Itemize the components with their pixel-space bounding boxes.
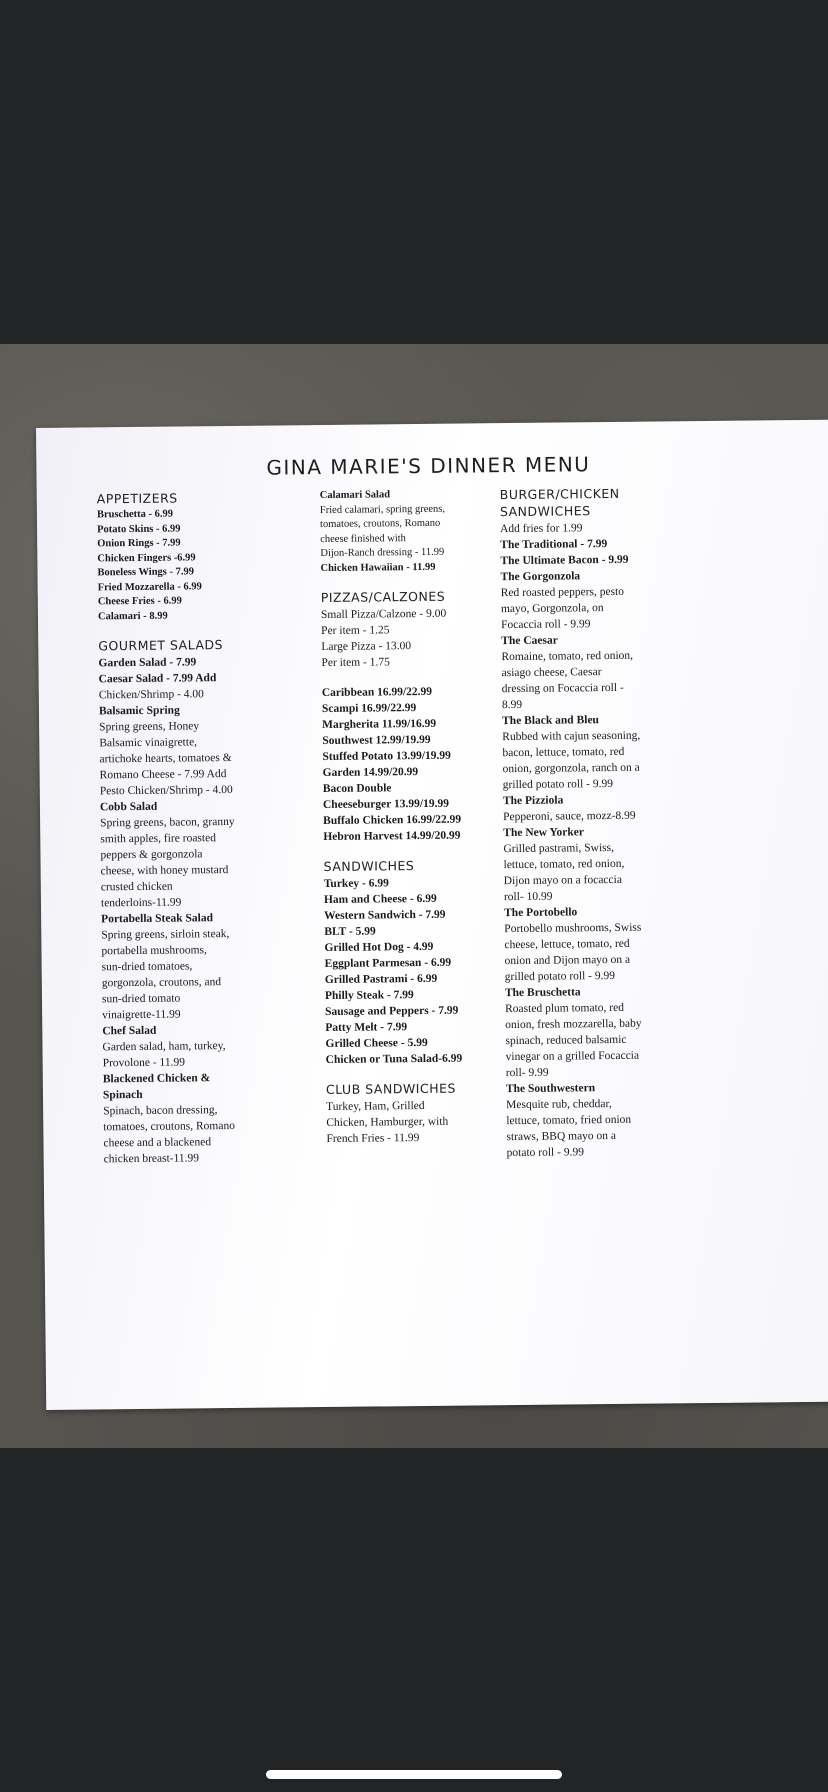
menu-line: Focaccia roll - 9.99 — [501, 618, 591, 632]
menu-line: Mesquite rub, cheddar, — [506, 1098, 612, 1112]
menu-line: Red roasted peppers, pesto — [500, 585, 625, 600]
menu-line: peppers & gorgonzola — [100, 848, 203, 862]
menu-line: cheese, with honey mustard — [100, 864, 229, 878]
menu-line: Portabella Steak Salad — [101, 912, 214, 926]
menu-line: bacon, lettuce, tomato, red — [502, 745, 625, 760]
menu-line: The Traditional - 7.99 — [500, 538, 608, 552]
menu-line: potato roll - 9.99 — [506, 1146, 584, 1160]
menu-line: Turkey, Ham, Grilled — [326, 1099, 425, 1113]
menu-line: grilled potato roll - 9.99 — [504, 969, 616, 984]
menu-line: smith apples, fire roasted — [100, 832, 216, 846]
menu-line: Pepperoni, sauce, mozz-8.99 — [503, 809, 636, 824]
section-heading-burgers-2: SANDWICHES — [499, 503, 591, 520]
pizza-specialties-list — [322, 683, 514, 845]
sandwiches-list — [324, 874, 516, 1068]
menu-photo — [0, 344, 828, 1448]
menu-line: vinegar on a grilled Focaccia — [505, 1049, 640, 1064]
menu-line: Garden 14.99/20.99 — [322, 766, 419, 780]
menu-line: Per item - 1.25 — [321, 624, 390, 638]
menu-line: Chef Salad — [102, 1024, 157, 1038]
menu-line: Bacon Double — [322, 782, 392, 796]
menu-line: Chicken or Tuna Salad-6.99 — [325, 1052, 463, 1067]
menu-line: Ham and Cheese - 6.99 — [323, 892, 437, 907]
menu-line: sun-dried tomatoes, — [101, 960, 193, 974]
section-heading-pizzas: PIZZAS/CALZONES — [320, 588, 446, 606]
menu-line: Caesar Salad - 7.99 Add — [98, 672, 217, 686]
menu-title: GINA MARIE'S DINNER MENU — [266, 452, 591, 480]
menu-line: Turkey - 6.99 — [323, 877, 389, 891]
column-appetizers-salads — [97, 489, 304, 1167]
menu-line: Small Pizza/Calzone - 9.00 — [320, 607, 447, 622]
menu-line: Add fries for 1.99 — [500, 522, 583, 536]
menu-line: tomatoes, croutons, Romano — [103, 1119, 235, 1134]
menu-line: tenderloins-11.99 — [100, 896, 182, 910]
menu-line: Garden Salad - 7.99 — [98, 656, 197, 670]
menu-line: Scampi 16.99/22.99 — [321, 702, 417, 716]
menu-line: Western Sandwich - 7.99 — [324, 908, 446, 923]
menu-line: mayo, Gorgonzola, on — [500, 602, 604, 616]
pizza-size-list — [321, 605, 512, 671]
menu-line: French Fries - 11.99 — [326, 1132, 420, 1145]
salads-list — [98, 653, 303, 1167]
menu-line: Balsamic vinaigrette, — [99, 736, 198, 750]
menu-line: 8.99 — [501, 698, 523, 712]
menu-line: straws, BBQ mayo on a — [506, 1129, 617, 1144]
menu-line: The Portobello — [504, 906, 578, 920]
menu-line: onion, gorgonzola, ranch on a — [502, 761, 640, 776]
menu-line: The Southwestern — [505, 1082, 596, 1096]
menu-line: Grilled Cheese - 5.99 — [325, 1036, 428, 1051]
menu-line: onion, fresh mozzarella, baby — [505, 1017, 642, 1032]
menu-line: chicken breast-11.99 — [103, 1152, 200, 1166]
menu-line: Buffalo Chicken 16.99/22.99 — [323, 813, 462, 828]
menu-line: lettuce, tomato, red onion, — [503, 857, 625, 872]
menu-line: vinaigrette-11.99 — [102, 1008, 181, 1022]
menu-line: onion and Dijon mayo on a — [504, 953, 631, 968]
menu-line: Cheeseburger 13.99/19.99 — [322, 797, 449, 812]
menu-line: gorgonzola, croutons, and — [101, 976, 222, 990]
menu-line: The Ultimate Bacon - 9.99 — [500, 553, 629, 568]
menu-line: Chicken Hawaiian - 11.99 — [320, 561, 436, 574]
menu-line: spinach, reduced balsamic — [505, 1033, 627, 1048]
menu-line: The Caesar — [501, 634, 558, 648]
menu-line: cheese and a blackened — [103, 1136, 212, 1150]
menu-line: Calamari Salad — [319, 489, 391, 502]
menu-line: Per item - 1.75 — [321, 656, 390, 670]
menu-line: tomatoes, croutons, Romano — [319, 517, 441, 531]
menu-line: The Gorgonzola — [500, 570, 581, 584]
calamari-list — [320, 487, 511, 576]
menu-line: Calamari - 8.99 — [97, 610, 168, 622]
menu-line: Portobello mushrooms, Swiss — [504, 921, 642, 936]
menu-line: Southwest 12.99/19.99 — [322, 733, 431, 748]
menu-line: Fried Mozzarella - 6.99 — [97, 580, 202, 593]
home-indicator[interactable] — [266, 1770, 562, 1779]
section-heading-sandwiches: SANDWICHES — [323, 858, 415, 875]
menu-line: Spring greens, Honey — [99, 720, 200, 734]
menu-line: Romano Cheese - 7.99 Add — [99, 768, 227, 782]
menu-line: artichoke hearts, tomatoes & — [99, 751, 232, 766]
menu-line: roll- 10.99 — [503, 890, 553, 904]
menu-line: Sausage and Peppers - 7.99 — [325, 1004, 459, 1019]
menu-line: Spring greens, sirloin steak, — [101, 928, 230, 942]
menu-line: Blackened Chicken & — [102, 1072, 211, 1086]
menu-line: Provolone - 11.99 — [102, 1056, 186, 1070]
section-heading-appetizers: APPETIZERS — [96, 490, 178, 507]
menu-line: grilled potato roll - 9.99 — [502, 777, 614, 792]
menu-line: Large Pizza - 13.00 — [321, 640, 412, 654]
menu-line: cheese finished with — [320, 532, 406, 545]
section-heading-burgers: BURGER/CHICKEN — [499, 485, 620, 503]
menu-line: Cheese Fries - 6.99 — [97, 595, 182, 608]
column-burgers — [500, 485, 697, 1161]
menu-line: sun-dried tomato — [101, 992, 181, 1006]
section-heading-salads: GOURMET SALADS — [98, 637, 224, 654]
menu-line: The Bruschetta — [504, 986, 581, 1000]
menu-line: Chicken/Shrimp - 4.00 — [98, 688, 204, 702]
menu-paper — [36, 420, 828, 1410]
appetizers-list — [97, 506, 298, 624]
menu-line: Bruschetta - 6.99 — [96, 508, 174, 521]
menu-line: lettuce, tomato, fried onion — [506, 1113, 632, 1128]
menu-line: Chicken, Hamburger, with — [326, 1115, 449, 1129]
menu-line: Onion Rings - 7.99 — [97, 537, 181, 550]
menu-line: Spinach — [102, 1088, 143, 1102]
menu-line: Roasted plum tomato, red — [505, 1001, 624, 1016]
menu-line: Philly Steak - 7.99 — [324, 989, 414, 1003]
menu-line: dressing on Focaccia roll - — [501, 681, 624, 696]
menu-line: Hebron Harvest 14.99/20.99 — [323, 829, 461, 844]
section-heading-club: CLUB SANDWICHES — [325, 1080, 456, 1097]
menu-line: Patty Melt - 7.99 — [325, 1021, 408, 1035]
menu-line: Grilled pastrami, Swiss, — [503, 841, 615, 856]
menu-line: The New Yorker — [503, 826, 585, 840]
menu-line: Margherita 11.99/16.99 — [322, 717, 437, 732]
menu-line: Pesto Chicken/Shrimp - 4.00 — [99, 783, 233, 798]
menu-line: Dijon mayo on a focaccia — [503, 873, 622, 888]
menu-line: Spring greens, bacon, granny — [100, 815, 235, 830]
column-pizzas-sandwiches — [320, 487, 517, 1147]
menu-line: Grilled Hot Dog - 4.99 — [324, 940, 434, 955]
menu-line: Chicken Fingers -6.99 — [97, 551, 196, 564]
menu-line: Spinach, bacon dressing, — [103, 1104, 218, 1118]
menu-line: Boneless Wings - 7.99 — [97, 566, 195, 579]
menu-line: portabella mushrooms, — [101, 944, 207, 958]
menu-line: cheese, lettuce, tomato, red — [504, 937, 630, 952]
menu-line: Grilled Pastrami - 6.99 — [324, 972, 438, 987]
menu-line: Balsamic Spring — [98, 704, 180, 718]
menu-line: The Pizziola — [502, 794, 564, 808]
menu-line: Stuffed Potato 13.99/19.99 — [322, 749, 451, 764]
menu-line: roll- 9.99 — [505, 1066, 549, 1080]
menu-line: Garden salad, ham, turkey, — [102, 1040, 226, 1054]
menu-line: Rubbed with cajun seasoning, — [502, 729, 641, 744]
club-list — [326, 1097, 516, 1147]
menu-line: BLT - 5.99 — [324, 925, 376, 939]
menu-line: Potato Skins - 6.99 — [97, 522, 181, 535]
burgers-list — [500, 519, 697, 1161]
menu-line: crusted chicken — [100, 880, 173, 894]
menu-line: Fried calamari, spring greens, — [319, 503, 446, 516]
menu-line: Cobb Salad — [99, 800, 158, 814]
menu-line: Dijon-Ranch dressing - 11.99 — [320, 546, 445, 560]
menu-line: The Black and Bleu — [502, 714, 599, 728]
menu-line: asiago cheese, Caesar — [501, 666, 602, 680]
menu-line: Eggplant Parmesan - 6.99 — [324, 956, 452, 971]
menu-line: Caribbean 16.99/22.99 — [321, 685, 433, 700]
menu-line: Romaine, tomato, red onion, — [501, 649, 634, 664]
